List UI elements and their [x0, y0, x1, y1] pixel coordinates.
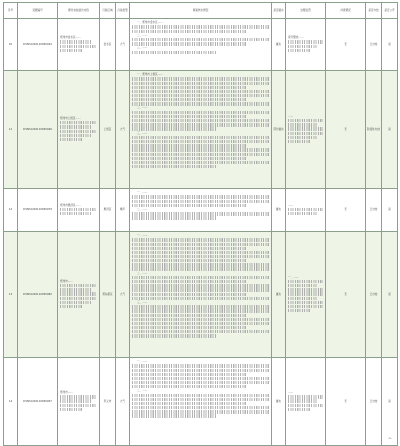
problem-text: 郑州市惠济区…… — [60, 203, 81, 207]
row-number: 13 — [4, 232, 18, 358]
table-row — [4, 19, 398, 71]
text-lines — [132, 334, 217, 337]
text-lines — [288, 305, 323, 308]
district-cell: 惠济区 — [100, 189, 116, 232]
text-lines — [288, 119, 323, 122]
header-cell: 群众来信信访内容 — [58, 3, 100, 19]
text-lines — [132, 330, 269, 333]
pollution-type: 大气 — [116, 232, 130, 358]
accountability-cell: 无 — [326, 358, 366, 446]
row-number: 14 — [4, 358, 18, 446]
text-lines — [132, 90, 269, 93]
text-lines — [132, 288, 269, 291]
detail-paragraph: 三、…… — [137, 46, 148, 50]
text-lines — [60, 45, 97, 48]
detail-paragraph: 二、…… — [137, 389, 148, 393]
public-status: 是 — [382, 189, 398, 232]
verified-cell: 属实 — [272, 189, 286, 232]
rectification-text: …… — [288, 115, 294, 118]
problem-cell — [58, 358, 100, 446]
text-lines — [132, 200, 269, 203]
problem-cell — [58, 232, 100, 358]
detail-cell — [130, 189, 272, 232]
detail-cell — [130, 232, 272, 358]
text-lines — [132, 293, 247, 296]
text-lines — [288, 49, 310, 52]
rectification-cell — [286, 19, 326, 71]
text-lines — [132, 144, 247, 147]
text-lines — [60, 40, 91, 43]
text-lines — [132, 51, 217, 54]
text-lines — [132, 140, 269, 143]
text-lines — [132, 280, 247, 283]
text-lines — [288, 45, 317, 48]
problem-cell — [58, 189, 100, 232]
detail-paragraph: 二、…… — [137, 33, 148, 37]
text-lines — [60, 408, 83, 411]
text-lines — [132, 263, 269, 266]
text-lines — [60, 297, 97, 300]
accountability-cell: 无 — [326, 232, 366, 358]
rectification-text: 一、…… — [288, 275, 299, 279]
header-cell: 调查核实情况 — [130, 3, 272, 19]
verified-cell: 部分属实 — [272, 71, 286, 189]
case-code: D3SHA202110050079 — [18, 189, 58, 232]
text-lines — [132, 111, 269, 114]
detail-paragraph: 三、…… — [137, 300, 148, 304]
text-lines — [132, 247, 247, 250]
text-lines — [60, 292, 97, 295]
text-lines — [132, 136, 269, 139]
header-cell: 是否属实 — [272, 3, 286, 19]
text-lines — [132, 267, 269, 270]
text-lines — [132, 276, 269, 279]
text-lines — [60, 208, 97, 211]
detail-paragraph: 一、…… — [137, 360, 148, 363]
accountability-cell: 无 — [326, 19, 366, 71]
text-lines — [60, 121, 97, 124]
problem-text: 郑州市…… — [60, 391, 73, 395]
text-lines — [288, 208, 323, 211]
text-lines — [288, 292, 323, 295]
text-lines — [60, 125, 91, 128]
header-cell: 受理编号 — [18, 3, 58, 19]
detail-cell — [130, 358, 272, 446]
rectification-cell — [286, 71, 326, 189]
text-lines — [132, 94, 269, 97]
text-lines — [288, 395, 323, 398]
header-cell: 是否公开 — [382, 3, 398, 19]
text-lines — [132, 309, 269, 312]
text-lines — [60, 284, 97, 287]
text-lines — [132, 410, 269, 413]
rectification-cell — [286, 189, 326, 232]
text-lines — [132, 216, 217, 219]
detail-paragraph: 一、郑州市上街区…… — [137, 73, 163, 76]
text-lines — [288, 399, 317, 402]
text-lines — [288, 136, 317, 139]
text-lines — [132, 251, 269, 254]
problem-text: 郑州市…… — [60, 280, 73, 283]
case-code: D3SHA202110050082 — [18, 232, 58, 358]
problem-cell — [58, 19, 100, 71]
pollution-type: 大气 — [116, 71, 130, 189]
detail-paragraph: 三、…… — [137, 131, 148, 135]
text-lines — [132, 204, 247, 207]
text-lines — [60, 395, 97, 398]
text-lines — [132, 115, 247, 118]
verified-cell: 属实 — [272, 358, 286, 446]
text-lines — [132, 318, 269, 321]
accountability-cell: 无 — [326, 189, 366, 232]
accountability-cell: 无 — [326, 71, 366, 189]
text-lines — [132, 377, 269, 380]
text-lines — [60, 301, 91, 304]
detail-paragraph: 一、郑州市金水区…… — [137, 21, 163, 24]
text-lines — [132, 82, 269, 85]
text-lines — [60, 305, 83, 308]
district-cell: 巩义市 — [100, 358, 116, 446]
case-code: D3SHA202110050097 — [18, 358, 58, 446]
pollution-type: 噪声 — [116, 189, 130, 232]
text-lines — [132, 255, 269, 258]
table-header — [4, 3, 398, 19]
complaint-table — [3, 2, 398, 446]
problem-text: 郑州市上街区…… — [60, 117, 81, 121]
text-lines — [288, 288, 323, 291]
text-lines — [288, 301, 323, 304]
text-lines — [288, 40, 323, 43]
public-status: 是 — [382, 19, 398, 71]
header-cell: 序号 — [4, 3, 18, 19]
text-lines — [60, 288, 91, 291]
text-lines — [132, 102, 269, 105]
text-lines — [288, 280, 323, 283]
page-number: -1- — [387, 436, 392, 440]
text-lines — [132, 385, 247, 388]
text-lines — [60, 134, 91, 137]
rectification-text: 责令整改…… — [288, 36, 304, 40]
completion-status: 已办结 — [366, 189, 382, 232]
row-number: 12 — [4, 189, 18, 232]
detail-cell — [130, 71, 272, 189]
text-lines — [288, 284, 317, 287]
text-lines — [132, 297, 269, 300]
district-cell: 金水区 — [100, 19, 116, 71]
text-lines — [132, 406, 269, 409]
text-lines — [132, 326, 247, 329]
text-lines — [60, 399, 91, 402]
text-lines — [132, 161, 269, 164]
detail-paragraph: 二、…… — [137, 106, 148, 110]
completion-status: 已办结 — [366, 19, 382, 71]
text-lines — [132, 165, 217, 168]
text-lines — [288, 127, 323, 130]
header-cell: 是否办结 — [366, 3, 382, 19]
text-lines — [132, 243, 269, 246]
verified-cell: 属实 — [272, 19, 286, 71]
row-number: 10 — [4, 19, 18, 71]
table-row — [4, 358, 398, 446]
text-lines — [132, 38, 269, 41]
text-lines — [132, 98, 247, 101]
text-lines — [132, 284, 269, 287]
text-lines — [132, 212, 269, 215]
text-lines — [132, 322, 269, 325]
rectification-text: …… — [288, 391, 294, 395]
text-lines — [132, 119, 269, 122]
text-lines — [132, 86, 247, 89]
rectification-cell — [286, 358, 326, 446]
table-row — [4, 189, 398, 232]
text-lines — [132, 238, 269, 241]
header-cell: 污染类型 — [116, 3, 130, 19]
rectification-text: …… — [288, 203, 294, 207]
text-lines — [132, 30, 247, 33]
text-lines — [132, 314, 247, 317]
detail-paragraph: 一、…… — [137, 191, 148, 194]
text-lines — [132, 364, 269, 367]
text-lines — [132, 373, 247, 376]
text-lines — [288, 123, 317, 126]
text-lines — [132, 402, 247, 405]
district-cell: 郑东新区 — [100, 232, 116, 358]
text-lines — [60, 404, 97, 407]
pollution-type: 大气 — [116, 358, 130, 446]
district-cell: 上街区 — [100, 71, 116, 189]
table-row — [4, 71, 398, 189]
case-code: D3SHA202110050044 — [18, 19, 58, 71]
text-lines — [288, 408, 310, 411]
text-lines — [60, 212, 91, 215]
text-lines — [132, 195, 269, 198]
detail-paragraph: 一、…… — [137, 234, 148, 237]
text-lines — [132, 148, 269, 151]
text-lines — [60, 138, 83, 141]
completion-status: 已办结 — [366, 358, 382, 446]
text-lines — [288, 132, 323, 135]
detail-paragraph: 二、…… — [137, 271, 148, 275]
rectification-cell — [286, 232, 326, 358]
text-lines — [288, 404, 323, 407]
header-cell: 行政区域 — [100, 3, 116, 19]
text-lines — [132, 157, 247, 160]
text-lines — [288, 297, 317, 300]
text-lines — [132, 305, 269, 308]
table-row — [4, 232, 398, 358]
problem-text: 郑州市金水区…… — [60, 36, 81, 40]
text-lines — [132, 369, 269, 372]
public-status: 是 — [382, 358, 398, 446]
text-lines — [288, 212, 317, 215]
pollution-type: 大气 — [116, 19, 130, 71]
verified-cell: 属实 — [272, 232, 286, 358]
text-lines — [132, 414, 217, 417]
text-lines — [132, 381, 269, 384]
detail-cell — [130, 19, 272, 71]
problem-cell — [58, 71, 100, 189]
public-status: 是 — [382, 232, 398, 358]
detail-paragraph: 二、…… — [137, 207, 148, 211]
header-cell: 处理处罚 — [286, 3, 326, 19]
text-lines — [132, 25, 269, 28]
text-lines — [132, 259, 247, 262]
text-lines — [288, 140, 310, 143]
text-lines — [132, 123, 269, 126]
case-code: D3SHA202110050046 — [18, 71, 58, 189]
text-lines — [60, 49, 83, 52]
text-lines — [132, 127, 217, 130]
text-lines — [132, 153, 269, 156]
completion-status: 阶段性办结 — [366, 71, 382, 189]
text-lines — [288, 309, 310, 312]
text-lines — [132, 77, 269, 80]
row-number: 11 — [4, 71, 18, 189]
text-lines — [60, 130, 97, 133]
text-lines — [132, 398, 269, 401]
public-status: 是 — [382, 71, 398, 189]
text-lines — [132, 42, 247, 45]
text-lines — [132, 394, 269, 397]
header-cell: 问责情况 — [326, 3, 366, 19]
completion-status: 已办结 — [366, 232, 382, 358]
